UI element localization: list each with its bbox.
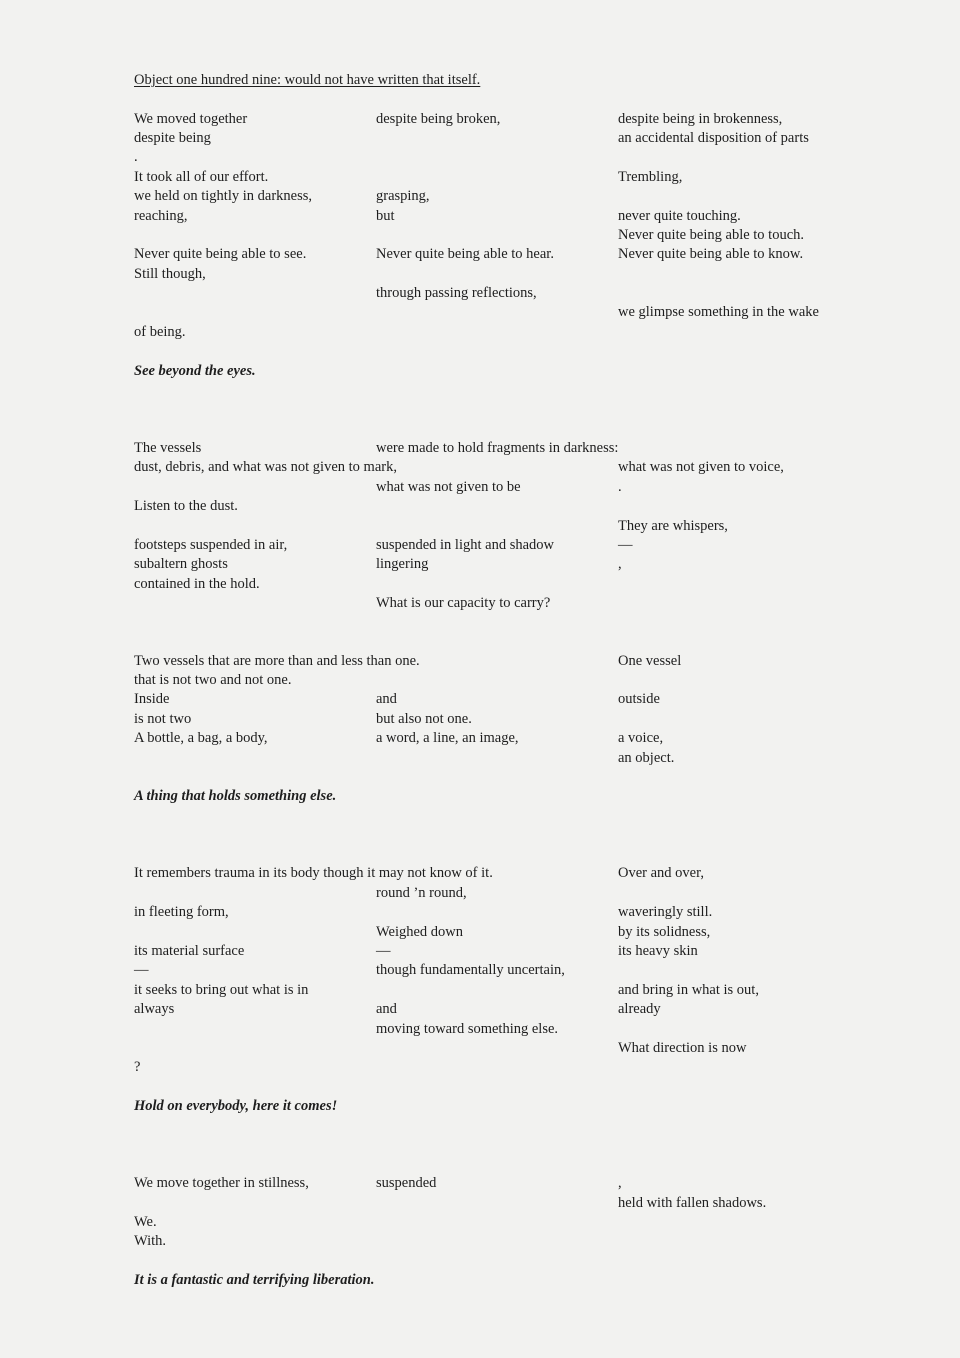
poem-line: . (618, 479, 622, 495)
poem-line: The vessels (134, 440, 202, 456)
poem-line: What direction is now (618, 1040, 747, 1056)
poem-line: held with fallen shadows. (618, 1195, 767, 1211)
poem-line: were made to hold fragments in darkness: (376, 440, 619, 456)
poem-line: One vessel (618, 653, 682, 669)
poem-line: Listen to the dust. (134, 498, 238, 514)
refrain: Hold on everybody, here it comes! (134, 1098, 338, 1114)
poem-line: Two vessels that are more than and less than one. (134, 653, 420, 669)
page-title: Object one hundred nine: would not have written that itself. (134, 72, 481, 88)
poem-line: through passing reflections, (376, 285, 537, 301)
poem-line: is not two (134, 711, 192, 727)
refrain: A thing that holds something else. (134, 788, 337, 804)
poem-line: already (618, 1001, 661, 1017)
poem-line: what was not given to voice, (618, 459, 784, 475)
poem-line: despite being broken, (376, 111, 501, 127)
poem-line: in fleeting form, (134, 904, 229, 920)
poem-line: we held on tightly in darkness, (134, 188, 313, 204)
poem-line: despite being (134, 130, 211, 146)
poem-line: Never quite being able to know. (618, 246, 804, 262)
poem-line: — (376, 943, 391, 959)
poem-line: of being. (134, 324, 186, 340)
poem-line: reaching, (134, 208, 188, 224)
poem-line: its heavy skin (618, 943, 698, 959)
refrain: It is a fantastic and terrifying liberation. (134, 1272, 375, 1288)
poem-line: it seeks to bring out what is in (134, 982, 309, 998)
poem-line: outside (618, 691, 660, 707)
poem-line: and (376, 1001, 397, 1017)
poem-line: subaltern ghosts (134, 556, 228, 572)
poem-line: Inside (134, 691, 170, 707)
poem-line: Over and over, (618, 865, 704, 881)
poem-line: round ’n round, (376, 885, 467, 901)
poem-line: always (134, 1001, 175, 1017)
poem-line: Never quite being able to see. (134, 246, 307, 262)
poem-line: — (134, 962, 149, 978)
poem-line: a voice, (618, 730, 664, 746)
poem-line: moving toward something else. (376, 1021, 559, 1037)
poem-line: its material surface (134, 943, 245, 959)
poem-line: They are whispers, (618, 518, 728, 534)
poem-line: that is not two and not one. (134, 672, 292, 688)
poem-line: despite being in brokenness, (618, 111, 783, 127)
poem-line: and (376, 691, 397, 707)
poem-line: Weighed down (376, 924, 464, 940)
poem-line: — (618, 537, 633, 553)
poem-line: grasping, (376, 188, 430, 204)
poem-line: What is our capacity to carry? (376, 595, 551, 611)
poem-line: by its solidness, (618, 924, 711, 940)
poem-line: contained in the hold. (134, 576, 260, 592)
refrain: See beyond the eyes. (134, 363, 256, 379)
poem-line: never quite touching. (618, 208, 741, 224)
poem-line: Never quite being able to touch. (618, 227, 805, 243)
poem-line: but (376, 208, 395, 224)
poem-line: an object. (618, 750, 675, 766)
poem-line: With. (134, 1233, 167, 1249)
poem-line: , (618, 1175, 622, 1191)
poem-line: waveringly still. (618, 904, 713, 920)
poem-line: A bottle, a bag, a body, (134, 730, 268, 746)
poem-line: Trembling, (618, 169, 683, 185)
poem-line: . (134, 149, 138, 165)
poem-line: an accidental disposition of parts (618, 130, 809, 146)
poem-line: , (618, 556, 622, 572)
poem-line: dust, debris, and what was not given to mark, (134, 459, 397, 475)
poem-line: We. (134, 1214, 157, 1230)
poem-line: what was not given to be (376, 479, 521, 495)
poem-line: lingering (376, 556, 429, 572)
poem-line: We move together in stillness, (134, 1175, 309, 1191)
poem-line: It remembers trauma in its body though it may not know of it. (134, 865, 493, 881)
poem-line: It took all of our effort. (134, 169, 269, 185)
poem-line: a word, a line, an image, (376, 730, 519, 746)
poem-line: ? (134, 1059, 141, 1075)
poem-line: footsteps suspended in air, (134, 537, 288, 553)
poem-line: and bring in what is out, (618, 982, 759, 998)
poem-line: suspended (376, 1175, 437, 1191)
poem-line: but also not one. (376, 711, 472, 727)
poem-line: though fundamentally uncertain, (376, 962, 565, 978)
poem-line: We moved together (134, 111, 248, 127)
poem-line: we glimpse something in the wake (618, 304, 819, 320)
poem-line: suspended in light and shadow (376, 537, 555, 553)
poem-line: Still though, (134, 266, 206, 282)
poem-line: Never quite being able to hear. (376, 246, 554, 262)
